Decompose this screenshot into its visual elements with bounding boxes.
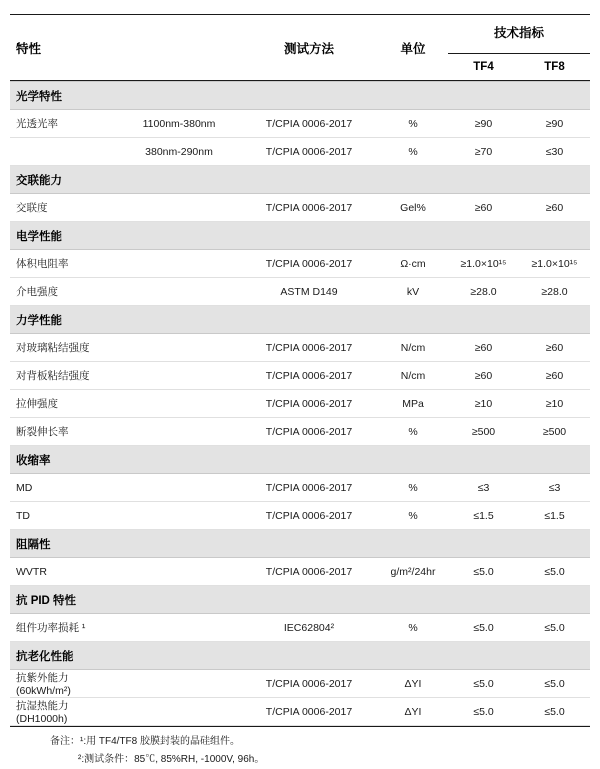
cell-method: T/CPIA 0006-2017 [240, 418, 378, 446]
cell-unit: % [378, 502, 448, 530]
cell-unit: ΔYI [378, 670, 448, 698]
section-row [10, 446, 590, 474]
cell-tf4-value: ≤5.0 [448, 558, 519, 586]
cell-method: T/CPIA 0006-2017 [240, 250, 378, 278]
cell-tf8-value: ≥60 [519, 362, 590, 390]
cell-method: T/CPIA 0006-2017 [240, 138, 378, 166]
section-row [10, 306, 590, 334]
cell-tf8-value: ≤5.0 [519, 558, 590, 586]
table-row [10, 418, 590, 446]
cell-unit: Ω·cm [378, 250, 448, 278]
table-row [10, 362, 590, 390]
cell-condition [118, 670, 240, 698]
header-spec-group: 技术指标 [448, 15, 590, 54]
cell-property: 对背板粘结强度 [10, 362, 118, 390]
section-row [10, 82, 590, 110]
cell-property: MD [10, 474, 118, 502]
section-title: 光学特性 [10, 82, 590, 110]
section-row [10, 166, 590, 194]
section-title: 阻隔性 [10, 530, 590, 558]
section-title: 抗老化性能 [10, 642, 590, 670]
cell-property: 交联度 [10, 194, 118, 222]
table-row [10, 334, 590, 362]
cell-tf4-value: ≤5.0 [448, 670, 519, 698]
cell-tf4-value: ≥70 [448, 138, 519, 166]
cell-tf8-value: ≥90 [519, 110, 590, 138]
section-title: 力学性能 [10, 306, 590, 334]
cell-method: T/CPIA 0006-2017 [240, 194, 378, 222]
cell-tf4-value: ≥90 [448, 110, 519, 138]
note-text-1: ¹:用 TF4/TF8 胶膜封装的晶硅组件。 [80, 736, 240, 747]
section-row [10, 530, 590, 558]
table-row [10, 558, 590, 586]
cell-tf8-value: ≤5.0 [519, 614, 590, 642]
cell-unit: N/cm [378, 334, 448, 362]
cell-tf4-value: ≥60 [448, 194, 519, 222]
cell-condition: 380nm-290nm [118, 138, 240, 166]
cell-condition [118, 334, 240, 362]
table-header [10, 15, 590, 82]
header-col-tf8: TF8 [544, 61, 565, 73]
cell-tf4-value: ≤1.5 [448, 502, 519, 530]
table-row [10, 670, 590, 698]
cell-condition [118, 418, 240, 446]
cell-condition [118, 614, 240, 642]
specification-table [10, 14, 590, 726]
cell-property: 抗紫外能力(60kWh/m²) [10, 670, 118, 698]
cell-tf8-value: ≥60 [519, 194, 590, 222]
cell-tf4-value: ≥500 [448, 418, 519, 446]
cell-tf8-value: ≥10 [519, 390, 590, 418]
cell-unit: Gel% [378, 194, 448, 222]
table-row [10, 250, 590, 278]
table-row [10, 614, 590, 642]
cell-unit: ΔYI [378, 698, 448, 726]
cell-property: 拉伸强度 [10, 390, 118, 418]
table-row [10, 110, 590, 138]
cell-tf4-value: ≤3 [448, 474, 519, 502]
cell-tf8-value: ≥1.0×10¹⁵ [519, 250, 590, 278]
cell-unit: g/m²/24hr [378, 558, 448, 586]
cell-property: 光透光率 [10, 110, 118, 138]
note-line-1 [10, 733, 590, 751]
cell-condition [118, 390, 240, 418]
cell-unit: % [378, 614, 448, 642]
cell-tf4-value: ≥28.0 [448, 278, 519, 306]
table-bottom-rule [10, 726, 590, 727]
cell-tf4-value: ≥1.0×10¹⁵ [448, 250, 519, 278]
table-row [10, 194, 590, 222]
cell-method: IEC62804² [240, 614, 378, 642]
header-col-tf4: TF4 [473, 61, 494, 73]
table-row [10, 138, 590, 166]
notes-label: 备注： [50, 736, 80, 747]
cell-tf8-value: ≤1.5 [519, 502, 590, 530]
cell-method: ASTM D149 [240, 278, 378, 306]
note-text-2: ²:测试条件：85℃, 85%RH, -1000V, 96h。 [78, 754, 265, 765]
cell-unit: % [378, 138, 448, 166]
cell-unit: % [378, 474, 448, 502]
cell-tf4-value: ≤5.0 [448, 614, 519, 642]
section-title: 抗 PID 特性 [10, 586, 590, 614]
cell-unit: % [378, 110, 448, 138]
cell-condition [118, 362, 240, 390]
header-row-primary [10, 15, 590, 54]
cell-property: 对玻璃粘结强度 [10, 334, 118, 362]
cell-property: 断裂伸长率 [10, 418, 118, 446]
cell-unit: % [378, 418, 448, 446]
cell-condition [118, 474, 240, 502]
cell-tf8-value: ≥500 [519, 418, 590, 446]
cell-method: T/CPIA 0006-2017 [240, 334, 378, 362]
cell-method: T/CPIA 0006-2017 [240, 558, 378, 586]
table-row [10, 390, 590, 418]
cell-tf4-value: ≤5.0 [448, 698, 519, 726]
cell-condition [118, 558, 240, 586]
cell-method: T/CPIA 0006-2017 [240, 362, 378, 390]
cell-method: T/CPIA 0006-2017 [240, 390, 378, 418]
cell-property [10, 138, 118, 166]
cell-method: T/CPIA 0006-2017 [240, 698, 378, 726]
note-line-2 [10, 751, 590, 769]
cell-tf8-value: ≤3 [519, 474, 590, 502]
cell-property: 抗湿热能力(DH1000h) [10, 698, 118, 726]
section-title: 交联能力 [10, 166, 590, 194]
section-row [10, 642, 590, 670]
cell-property: TD [10, 502, 118, 530]
section-title: 收缩率 [10, 446, 590, 474]
section-row [10, 222, 590, 250]
cell-tf8-value: ≤5.0 [519, 670, 590, 698]
cell-condition [118, 278, 240, 306]
cell-condition [118, 194, 240, 222]
table-row [10, 474, 590, 502]
cell-tf4-value: ≥10 [448, 390, 519, 418]
cell-tf8-value: ≤30 [519, 138, 590, 166]
cell-condition [118, 698, 240, 726]
cell-unit: MPa [378, 390, 448, 418]
table-body [10, 82, 590, 726]
cell-condition [118, 502, 240, 530]
table-row [10, 502, 590, 530]
cell-unit: N/cm [378, 362, 448, 390]
cell-method: T/CPIA 0006-2017 [240, 110, 378, 138]
cell-condition [118, 250, 240, 278]
cell-property: 介电强度 [10, 278, 118, 306]
cell-method: T/CPIA 0006-2017 [240, 670, 378, 698]
cell-property: 组件功率损耗 ¹ [10, 614, 118, 642]
cell-condition: 1100nm-380nm [118, 110, 240, 138]
cell-method: T/CPIA 0006-2017 [240, 502, 378, 530]
section-row [10, 586, 590, 614]
section-title: 电学性能 [10, 222, 590, 250]
cell-property: 体积电阻率 [10, 250, 118, 278]
header-method: 测试方法 [283, 41, 334, 56]
table-row [10, 278, 590, 306]
cell-method: T/CPIA 0006-2017 [240, 474, 378, 502]
cell-tf4-value: ≥60 [448, 334, 519, 362]
cell-tf4-value: ≥60 [448, 362, 519, 390]
cell-unit: kV [378, 278, 448, 306]
cell-tf8-value: ≥60 [519, 334, 590, 362]
cell-property: WVTR [10, 558, 118, 586]
notes-block [10, 733, 590, 769]
header-unit: 单位 [400, 41, 426, 56]
cell-tf8-value: ≥28.0 [519, 278, 590, 306]
header-property: 特性 [16, 41, 42, 56]
table-row [10, 698, 590, 726]
cell-tf8-value: ≤5.0 [519, 698, 590, 726]
